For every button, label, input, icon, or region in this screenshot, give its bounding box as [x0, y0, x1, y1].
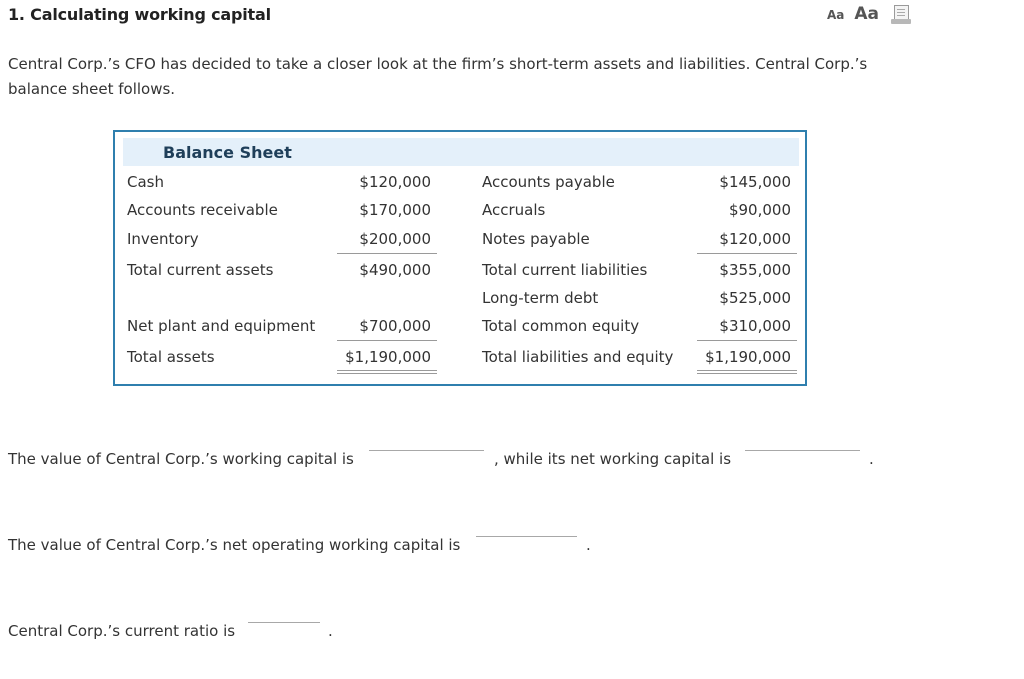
print-icon-base [891, 19, 911, 24]
common-equity-label: Total common equity [482, 317, 640, 335]
receivable-value: $170,000 [359, 201, 431, 219]
total-double-rule [337, 373, 437, 374]
working-capital-blank [369, 450, 484, 451]
accruals-label: Accruals [482, 201, 546, 219]
net-working-capital-input[interactable] [745, 451, 864, 471]
notes-label: Notes payable [482, 230, 590, 248]
total-current-assets-value: $490,000 [359, 261, 431, 279]
intro-paragraph: Central Corp.’s CFO has decided to take a closer look at the firm’s short-term assets and liabilities. Central Corp.’s balance sheet follows. [8, 55, 868, 98]
total-assets-label: Total assets [127, 348, 215, 366]
total-liabilities-equity-value: $1,190,000 [705, 348, 791, 366]
common-equity-value: $310,000 [719, 317, 791, 335]
total-assets-value: $1,190,000 [345, 348, 431, 366]
long-term-debt-label: Long-term debt [482, 289, 599, 307]
current-ratio-input[interactable] [248, 623, 324, 643]
inventory-label: Inventory [127, 230, 199, 248]
total-current-liabilities-label: Total current liabilities [482, 261, 648, 279]
print-icon-line [897, 15, 905, 16]
print-icon[interactable] [891, 5, 911, 24]
net-operating-working-capital-blank [476, 536, 577, 537]
total-liabilities-equity-label: Total liabilities and equity [482, 348, 674, 366]
total-double-rule [337, 370, 437, 371]
balance-sheet-header [123, 138, 799, 166]
balance-sheet-title: Balance Sheet [163, 143, 292, 162]
balance-sheet-table [113, 130, 807, 386]
cash-label: Cash [127, 173, 164, 191]
receivable-label: Accounts receivable [127, 201, 278, 219]
total-double-rule [697, 370, 797, 371]
net-plant-value: $700,000 [359, 317, 431, 335]
total-current-assets-label: Total current assets [127, 261, 274, 279]
q3-prefix-text: Central Corp.’s current ratio is [8, 622, 236, 640]
total-double-rule [697, 373, 797, 374]
net-plant-label: Net plant and equipment [127, 317, 316, 335]
accruals-value: $90,000 [728, 201, 791, 219]
subtotal-rule [337, 340, 437, 341]
inventory-value: $200,000 [359, 230, 431, 248]
subtotal-rule [337, 253, 437, 254]
long-term-debt-value: $525,000 [719, 289, 791, 307]
q2-prefix-text: The value of Central Corp.’s net operating working capital is [8, 536, 461, 554]
q2-end-text: . [586, 536, 591, 554]
q1-middle-text: , while its net working capital is [494, 450, 732, 468]
q3-end-text: . [328, 622, 333, 640]
subtotal-rule [697, 253, 797, 254]
print-icon-line [897, 9, 905, 10]
net-working-capital-blank [745, 450, 860, 451]
total-current-liabilities-value: $355,000 [719, 261, 791, 279]
increase-font-button[interactable]: Aa [854, 4, 879, 24]
payable-label: Accounts payable [482, 173, 615, 191]
cash-value: $120,000 [359, 173, 431, 191]
net-operating-working-capital-input[interactable] [476, 537, 581, 557]
subtotal-rule [697, 340, 797, 341]
notes-value: $120,000 [719, 230, 791, 248]
decrease-font-button[interactable]: Aa [826, 8, 845, 22]
payable-value: $145,000 [719, 173, 791, 191]
print-icon-line [897, 12, 905, 13]
working-capital-input[interactable] [369, 451, 488, 471]
q1-prefix-text: The value of Central Corp.’s working capital is [8, 450, 354, 468]
current-ratio-blank [248, 622, 320, 623]
question-title: 1. Calculating working capital [8, 5, 271, 24]
toolbar [827, 4, 911, 24]
q1-end-text: . [869, 450, 874, 468]
